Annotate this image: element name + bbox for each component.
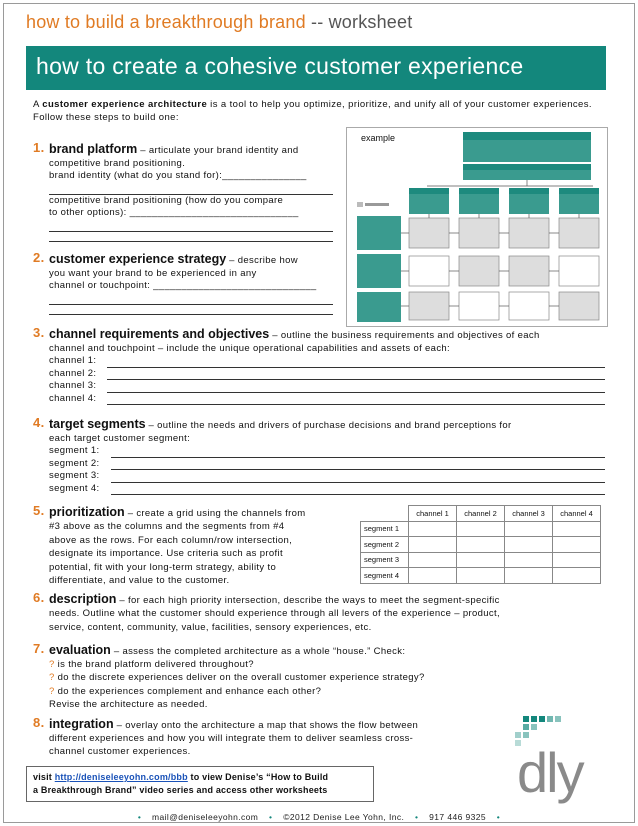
footer-email[interactable]: mail@deniseleeyohn.com [152, 812, 259, 822]
step-heading: prioritization [49, 506, 125, 519]
channel-4-field[interactable] [49, 393, 605, 406]
check-text: do the experiences complement and enhance each other? [57, 685, 322, 697]
question-mark-icon: ? [49, 672, 55, 684]
step-4 [33, 415, 605, 495]
cta-pre: visit [33, 772, 55, 782]
grid-cell[interactable] [409, 552, 457, 568]
step-number: 8. [33, 715, 45, 730]
grid-cell[interactable] [457, 537, 505, 553]
step-8 [33, 715, 503, 759]
segment-4-field[interactable] [49, 483, 605, 496]
step-1 [33, 140, 333, 242]
document-title [26, 12, 412, 33]
grid-row-header: segment 2 [361, 537, 409, 553]
step-heading: integration [49, 718, 114, 731]
grid-column-header: channel 3 [505, 506, 553, 522]
grid-row [361, 537, 601, 553]
step-desc: – outline the business requirements and objectives of each [269, 330, 540, 341]
step-6 [33, 590, 608, 634]
channel-2-field[interactable] [49, 368, 605, 381]
channel-3-field[interactable] [49, 380, 605, 393]
field-label: channel 1: [49, 355, 97, 366]
step-line: service, content, community, value, facilities, sensory experiences, etc. [49, 621, 372, 633]
intro-pre: A [33, 99, 43, 110]
step-5 [33, 503, 353, 587]
grid-cell[interactable] [505, 521, 553, 537]
step-line: designate its importance. Use criteria such as profit [49, 548, 283, 560]
grid-cell[interactable] [457, 521, 505, 537]
step-desc: – describe how [226, 255, 298, 266]
step-heading: customer experience strategy [49, 253, 227, 266]
grid-row-header: segment 3 [361, 552, 409, 568]
field-label: segment 3: [49, 470, 100, 481]
intro-post: is a tool to help you optimize, prioritize, and unify all of your customer experiences. Follow these steps to build one: [33, 99, 592, 123]
cta-post: to view Denise’s “How to Build [187, 772, 329, 782]
step-desc: – create a grid using the channels from [124, 508, 306, 519]
grid-cell[interactable] [553, 521, 601, 537]
intro-paragraph [33, 98, 603, 124]
step-line: channel or touchpoint: _____________________________ [49, 280, 317, 291]
example-label: example [361, 133, 396, 143]
step-2 [33, 250, 333, 315]
step-number: 5. [33, 503, 45, 518]
blank-line[interactable] [49, 232, 333, 242]
step-line: you want your brand to be experienced in any [49, 267, 257, 279]
step-number: 1. [33, 140, 45, 155]
grid-cell[interactable] [553, 537, 601, 553]
grid-row [361, 521, 601, 537]
field-label: segment 1: [49, 445, 100, 456]
bullet-icon: • [415, 812, 419, 822]
grid-cell[interactable] [505, 568, 553, 584]
grid-column-header: channel 1 [409, 506, 457, 522]
example-diagram [346, 127, 608, 327]
grid-cell[interactable] [409, 568, 457, 584]
grid-column-header: channel 2 [457, 506, 505, 522]
logo-text: dly [517, 741, 583, 804]
dly-logo [505, 706, 605, 806]
grid-row [361, 568, 601, 584]
step-number: 2. [33, 250, 45, 265]
grid-header-row [361, 506, 601, 522]
bullet-icon: • [269, 812, 273, 822]
grid-cell[interactable] [409, 537, 457, 553]
step-line: Revise the architecture as needed. [49, 698, 208, 710]
footer-phone: 917 446 9325 [429, 812, 486, 822]
step-line: potential, fit with your long-term strategy, ability to [49, 561, 277, 573]
question-mark-icon: ? [49, 659, 55, 671]
footer [0, 812, 638, 822]
grid-cell[interactable] [505, 552, 553, 568]
step-line: competitive brand positioning (how do you compare [49, 194, 284, 206]
blank-line[interactable] [49, 183, 333, 195]
step-desc: – overlay onto the architecture a map that shows the flow between [113, 720, 419, 731]
step-line: #3 above as the columns and the segments from #4 [49, 521, 285, 533]
blank-line[interactable] [49, 305, 333, 315]
step-line: differentiate, and value to the customer. [49, 575, 230, 587]
step-heading: channel requirements and objectives [49, 328, 270, 341]
step-heading: description [49, 593, 117, 606]
title-suffix: -- worksheet [305, 12, 413, 32]
bullet-icon: • [137, 812, 142, 822]
grid-cell[interactable] [457, 552, 505, 568]
grid-cell[interactable] [505, 537, 553, 553]
step-line: competitive brand positioning. [49, 157, 186, 169]
title-main: how to build a breakthrough brand [26, 12, 306, 32]
grid-cell[interactable] [457, 568, 505, 584]
step-line: above as the rows. For each column/row intersection, [49, 534, 293, 546]
step-line: needs. Outline what the customer should experience through all levers of the experience – product, [49, 608, 500, 620]
step-heading: evaluation [49, 644, 111, 657]
check-text: is the brand platform delivered throughout? [57, 659, 254, 671]
step-line: different experiences and how you will integrate them to deliver seamless cross- [49, 733, 414, 745]
field-label: channel 3: [49, 380, 97, 391]
step-line: channel customer experiences. [49, 746, 191, 758]
footer-copyright: ©2012 Denise Lee Yohn, Inc. [283, 812, 405, 822]
field-label: channel 4: [49, 392, 97, 404]
grid-row [361, 552, 601, 568]
step-heading: brand platform [49, 143, 138, 156]
grid-cell[interactable] [553, 568, 601, 584]
grid-cell[interactable] [553, 552, 601, 568]
section-banner: how to create a cohesive customer experience [26, 46, 606, 90]
check-text: do the discrete experiences deliver on the overall customer experience strategy? [57, 672, 425, 684]
step-desc: – outline the needs and drivers of purchase decisions and brand perceptions for [145, 420, 512, 431]
channel-1-field[interactable] [49, 355, 605, 368]
step-desc: – for each high priority intersection, describe the ways to meet the segment-specific [116, 595, 500, 606]
video-series-link[interactable]: http://deniseleeyohn.com/bbb [54, 772, 188, 782]
step-number: 6. [33, 590, 45, 605]
grid-corner [361, 506, 409, 522]
intro-term: customer experience architecture [42, 99, 208, 110]
step-desc: – articulate your brand identity and [137, 145, 299, 156]
step-desc: – assess the completed architecture as a whole “house.” Check: [110, 646, 406, 657]
blank-line[interactable] [49, 220, 333, 232]
step-line: brand identity (what do you stand for):_______________ [49, 170, 307, 181]
blank-line[interactable] [49, 293, 333, 305]
step-number: 3. [33, 325, 45, 340]
field-label: channel 2: [49, 367, 97, 379]
segment-1-field[interactable] [49, 445, 605, 458]
cta-line2: a Breakthrough Brand” video series and access other worksheets [33, 785, 328, 795]
grid-row-header: segment 1 [361, 521, 409, 537]
field-label: segment 4: [49, 482, 100, 494]
architecture-diagram [347, 128, 609, 328]
grid-cell[interactable] [409, 521, 457, 537]
check-item [49, 671, 608, 684]
step-number: 7. [33, 641, 45, 656]
priority-grid [360, 505, 601, 584]
check-item [49, 658, 608, 671]
question-mark-icon: ? [49, 685, 55, 697]
video-series-callout [26, 766, 374, 802]
step-line: each target customer segment: [49, 432, 191, 444]
step-number: 4. [33, 415, 45, 430]
step-3 [33, 325, 605, 405]
grid-column-header: channel 4 [553, 506, 601, 522]
check-item [49, 685, 608, 698]
segment-2-field[interactable] [49, 458, 605, 471]
step-line: channel and touchpoint – include the unique operational capabilities and assets of each: [49, 342, 451, 354]
step-line: to other options): ______________________________ [49, 207, 299, 218]
grid-row-header: segment 4 [361, 568, 409, 584]
field-label: segment 2: [49, 457, 100, 469]
segment-3-field[interactable] [49, 470, 605, 483]
step-heading: target segments [49, 418, 146, 431]
step-7 [33, 641, 608, 711]
bullet-icon: • [496, 812, 501, 822]
